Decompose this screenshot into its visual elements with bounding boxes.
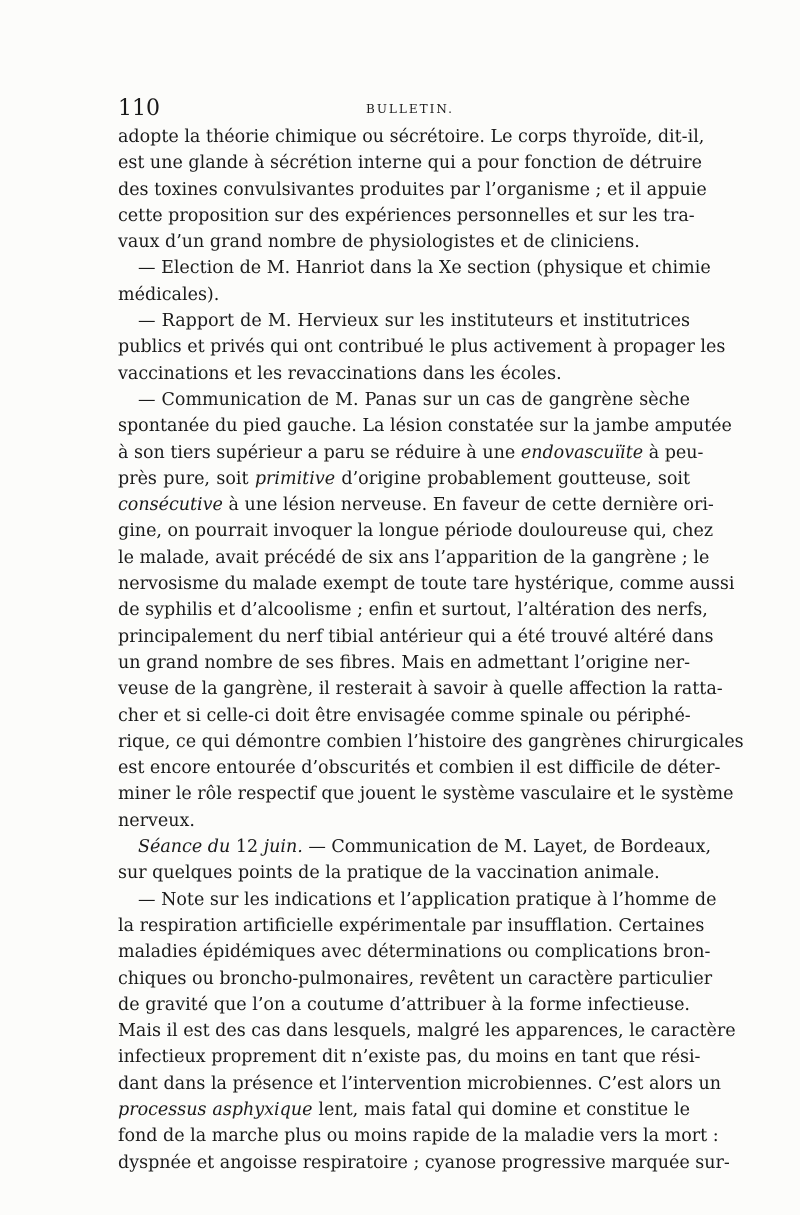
text-run: miner le rôle respectif que jouent le système vasculaire et le système — [118, 784, 734, 805]
text-line — [118, 124, 705, 150]
text-line — [118, 781, 734, 807]
text-line — [118, 939, 711, 965]
text-run: maladies épidémiques avec déterminations ou complications bron- — [118, 942, 711, 963]
text-run: vaux d’un grand nombre de physiologistes et de cliniciens. — [118, 232, 640, 253]
text-line — [118, 755, 721, 781]
text-run: nervosisme du malade exempt de toute tare hystérique, comme aussi — [118, 574, 735, 595]
text-run: gine, on pourrait invoquer la longue période douloureuse qui, chez — [118, 521, 714, 542]
text-line — [118, 387, 690, 413]
text-line — [118, 860, 690, 886]
text-line — [118, 703, 690, 729]
text-run: principalement du nerf tibial antérieur qui a été trouvé altéré dans — [118, 626, 714, 647]
text-run: la respiration artificielle expérimentale par insufflation. Certaines — [118, 915, 705, 936]
italic-text: juin. — [263, 837, 303, 858]
text-run: de gravité que l’on a coutume d’attribuer à la forme infectieuse. — [118, 994, 690, 1015]
text-run: à peu- — [643, 442, 704, 463]
text-run: veuse de la gangrène, il resterait à savoir à quelle affection la ratta- — [118, 679, 723, 700]
text-run: nerveux. — [118, 810, 195, 831]
text-run: — Election de M. Hanriot dans la Xe section (physique et chimie — [138, 258, 711, 279]
text-line — [118, 966, 713, 992]
page-number: 110 — [118, 96, 160, 121]
text-run: — Note sur les indications et l’application pratique à l’homme de — [138, 889, 717, 910]
text-line — [118, 361, 690, 387]
text-line — [118, 597, 708, 623]
text-run: sur quelques points de la pratique de la vaccination animale. — [118, 863, 660, 884]
italic-text: processus asphyxique — [118, 1099, 313, 1120]
italic-text: endovascuïite — [520, 442, 644, 463]
text-run: chiques ou broncho-pulmonaires, revêtent un caractère particulier — [118, 968, 713, 989]
text-line — [118, 887, 717, 913]
text-run: de syphilis et d’alcoolisme ; enfin et surtout, l’altération des nerfs, — [118, 600, 708, 621]
text-line — [118, 334, 726, 360]
text-line — [118, 1071, 721, 1097]
text-run: est encore entourée d’obscurités et combien il est difficile de déter- — [118, 758, 721, 779]
text-run: dant dans la présence et l’intervention microbiennes. C’est alors un — [118, 1073, 721, 1094]
text-line — [118, 1018, 736, 1044]
text-line — [118, 255, 711, 281]
text-line — [118, 1044, 701, 1070]
text-line — [118, 177, 707, 203]
text-run: fond de la marche plus ou moins rapide de la maladie vers la mort : — [118, 1126, 719, 1147]
italic-text: Séance du — [138, 837, 231, 858]
text-run: des toxines convulsivantes produites par l’organisme ; et il appuie — [118, 179, 707, 200]
text-line — [118, 834, 712, 860]
text-line — [118, 203, 695, 229]
text-run: rique, ce qui démontre combien l’histoire des gangrènes chirurgicales — [118, 731, 744, 752]
text-line — [118, 729, 744, 755]
text-run: cher et si celle-ci doit être envisagée comme spinale ou périphé- — [118, 705, 691, 726]
text-line — [118, 150, 703, 176]
text-line — [118, 624, 714, 650]
text-run: le malade, avait précédé de six ans l’apparition de la gangrène ; le — [118, 547, 710, 568]
italic-text: consécutive — [118, 495, 223, 516]
text-run: infectieux proprement dit n’existe pas, du moins en tant que rési- — [118, 1047, 701, 1068]
text-run: à une lésion nerveuse. En faveur de cette dernière ori- — [222, 495, 714, 516]
text-line — [118, 913, 705, 939]
text-line — [118, 413, 732, 439]
text-line — [118, 229, 690, 255]
text-run: 12 — [230, 837, 264, 858]
text-line — [118, 1123, 719, 1149]
text-run: d’origine probablement goutteuse, soit — [335, 468, 690, 489]
text-run: Mais il est des cas dans lesquels, malgré les apparences, le caractère — [118, 1021, 736, 1042]
page-header — [118, 96, 690, 124]
text-run: — Communication de M. Layet, de Bordeaux, — [302, 837, 712, 858]
text-line — [118, 282, 690, 308]
text-line — [118, 676, 723, 702]
text-run: vaccinations et les revaccinations dans les écoles. — [118, 363, 562, 384]
body-text — [118, 124, 744, 1176]
text-run: — Rapport de M. Hervieux sur les instituteurs et institutrices — [138, 311, 690, 332]
text-run: publics et privés qui ont contribué le plus activement à propager les — [118, 337, 726, 358]
text-line — [118, 518, 714, 544]
text-run: dyspnée et angoisse respiratoire ; cyanose progressive marquée sur- — [118, 1152, 730, 1173]
running-head: BULLETIN. — [366, 102, 454, 116]
text-run: — Communication de M. Panas sur un cas de gangrène sèche — [138, 389, 690, 410]
text-line — [118, 440, 704, 466]
text-line — [118, 492, 714, 518]
text-run: à son tiers supérieur a paru se réduire à une — [118, 442, 521, 463]
text-run: adopte la théorie chimique ou sécrétoire. Le corps thyroïde, dit-il, — [118, 127, 705, 147]
text-line — [118, 308, 690, 334]
text-line — [118, 1097, 690, 1123]
text-line — [118, 992, 690, 1018]
text-line — [118, 650, 690, 676]
text-line — [118, 571, 735, 597]
text-run: lent, mais fatal qui domine et constitue le — [312, 1099, 691, 1120]
text-run: cette proposition sur des expériences personnelles et sur les tra- — [118, 205, 695, 226]
text-line — [118, 545, 710, 571]
text-line — [118, 1150, 730, 1176]
text-run: est une glande à sécrétion interne qui a pour fonction de détruire — [118, 153, 703, 174]
text-line — [118, 466, 690, 492]
text-run: médicales). — [118, 284, 220, 305]
italic-text: primitive — [254, 468, 336, 489]
text-run: près pure, soit — [118, 468, 255, 489]
text-run: spontanée du pied gauche. La lésion constatée sur la jambe amputée — [118, 416, 732, 437]
text-line — [118, 808, 690, 834]
text-run: un grand nombre de ses fibres. Mais en admettant l’origine ner- — [118, 652, 690, 673]
